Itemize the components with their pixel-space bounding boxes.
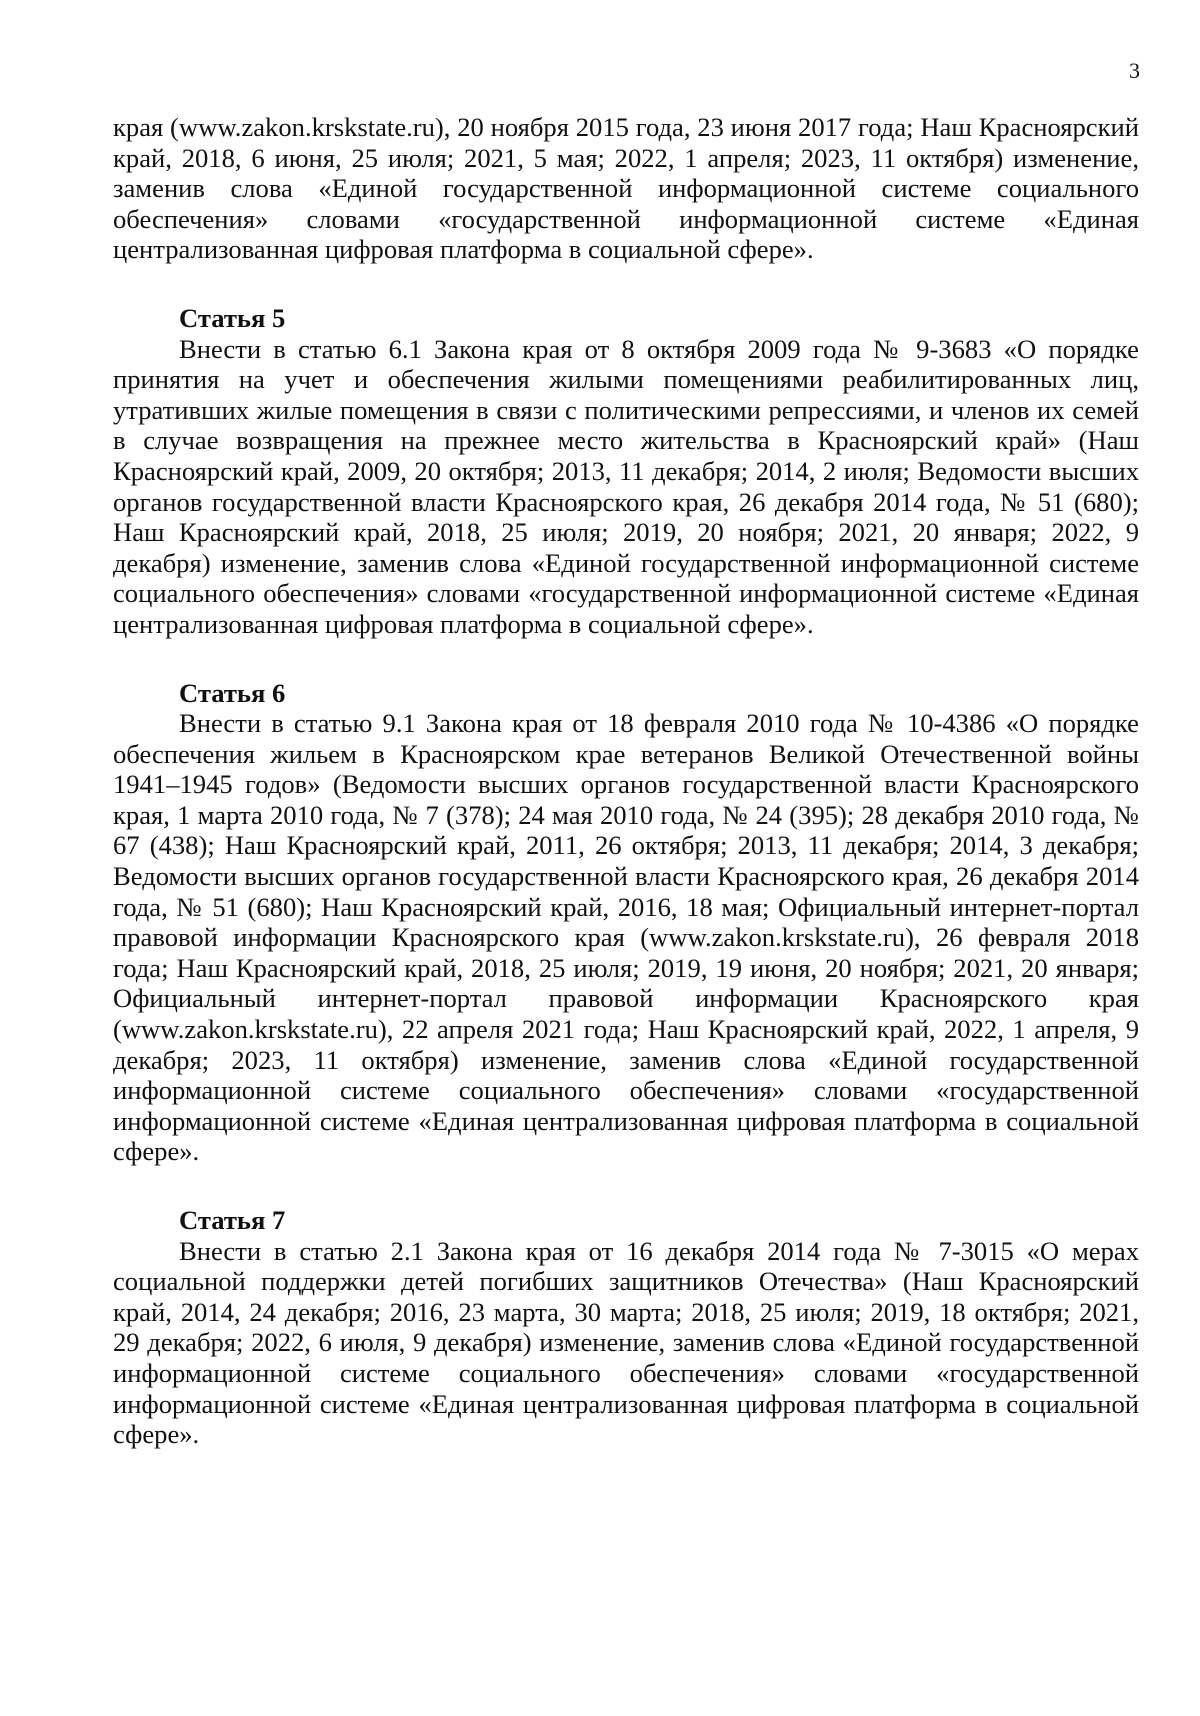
page-number: 3 [1129, 58, 1140, 83]
article-title: Статья 5 [179, 302, 286, 333]
document-body [113, 112, 1139, 1450]
article-text: Внести в статью 6.1 Закона края от 8 октября 2009 года № 9-3683 «О порядке принятия на учет и обеспечения жилыми помещениями реабилитированных лиц, утративших жилые помещения в связи с политическими репрессиями, и членов их семей в случае возвращения на прежнее место жительства в Красноярский край» (Наш Красноярский край, 2009, 20 октября; 2013, 11 декабря; 2014, 2 июля; Ведомости высших органов государственной власти Красноярского края, 26 декабря 2014 года, № 51 (680); Наш Красноярский край, 2018, 25 июля; 2019, 20 ноября; 2021, 20 января; 2022, 9 декабря) изменение, заменив слова «Единой государственной информационной системе социального обеспечения» словами «государственной информационной системе «Единая централизованная цифровая платформа в социальной сфере». [113, 333, 1139, 639]
article-5 [113, 303, 1139, 640]
article-title: Статья 7 [179, 1205, 286, 1235]
article-text: Внести в статью 2.1 Закона края от 16 декабря 2014 года № 7-3015 «О мерах социальной поддержки детей погибших защитников Отечества» (Наш Красноярский край, 2014, 24 декабря; 2016, 23 марта, 30 марта; 2018, 25 июля; 2019, 18 октября; 2021, 29 декабря; 2022, 6 июля, 9 декабря) изменение, заменив слова «Единой государственной информационной системе социального обеспечения» словами «государственной информационной системе «Единая централизованная цифровая платформа в социальной сфере». [113, 1235, 1139, 1450]
article-6 [113, 678, 1139, 1168]
article-title: Статья 6 [179, 677, 286, 708]
article-text: Внести в статью 9.1 Закона края от 18 февраля 2010 года № 10-4386 «О порядке обеспечения жильем в Красноярском крае ветеранов Великой Отечественной войны 1941–1945 годов» (Ведомости высших органов государственной власти Красноярского края, 1 марта 2010 года, № 7 (378); 24 мая 2010 года, № 24 (395); 28 декабря 2010 года, № 67 (438); Наш Красноярский край, 2011, 26 октября; 2013, 11 декабря; 2014, 3 декабря; Ведомости высших органов государственной власти Красноярского края, 26 декабря 2014 года, № 51 (680); Наш Красноярский край, 2016, 18 мая; Официальный интернет-портал правовой информации Красноярского края (www.zakon.krskstate.ru), 26 февраля 2018 года; Наш Красноярский край, 2018, 25 июля; 2019, 19 июня, 20 ноября; 2021, 20 января; Официальный интернет-портал правовой информации Красноярского края (www.zakon.krskstate.ru), 22 апреля 2021 года; Наш Красноярский край, 2022, 1 апреля, 9 декабря; 2023, 11 октября) изменение, заменив слова «Единой государственной информационной системе социального обеспечения» словами «государственной информационной системе «Единая централизованная цифровая платформа в социальной сфере». [113, 708, 1139, 1167]
intro-paragraph: края (www.zakon.krskstate.ru), 20 ноября 2015 года, 23 июня 2017 года; Наш Красноярский край, 2018, 6 июня, 25 июля; 2021, 5 мая; 2022, 1 апреля; 2023, 11 октября) изменение, заменив слова «Единой государственной информационной системе социального обеспечения» словами «государственной информационной системе «Единая централизованная цифровая платформа в социальной сфере». [113, 112, 1139, 265]
article-7 [113, 1205, 1139, 1450]
